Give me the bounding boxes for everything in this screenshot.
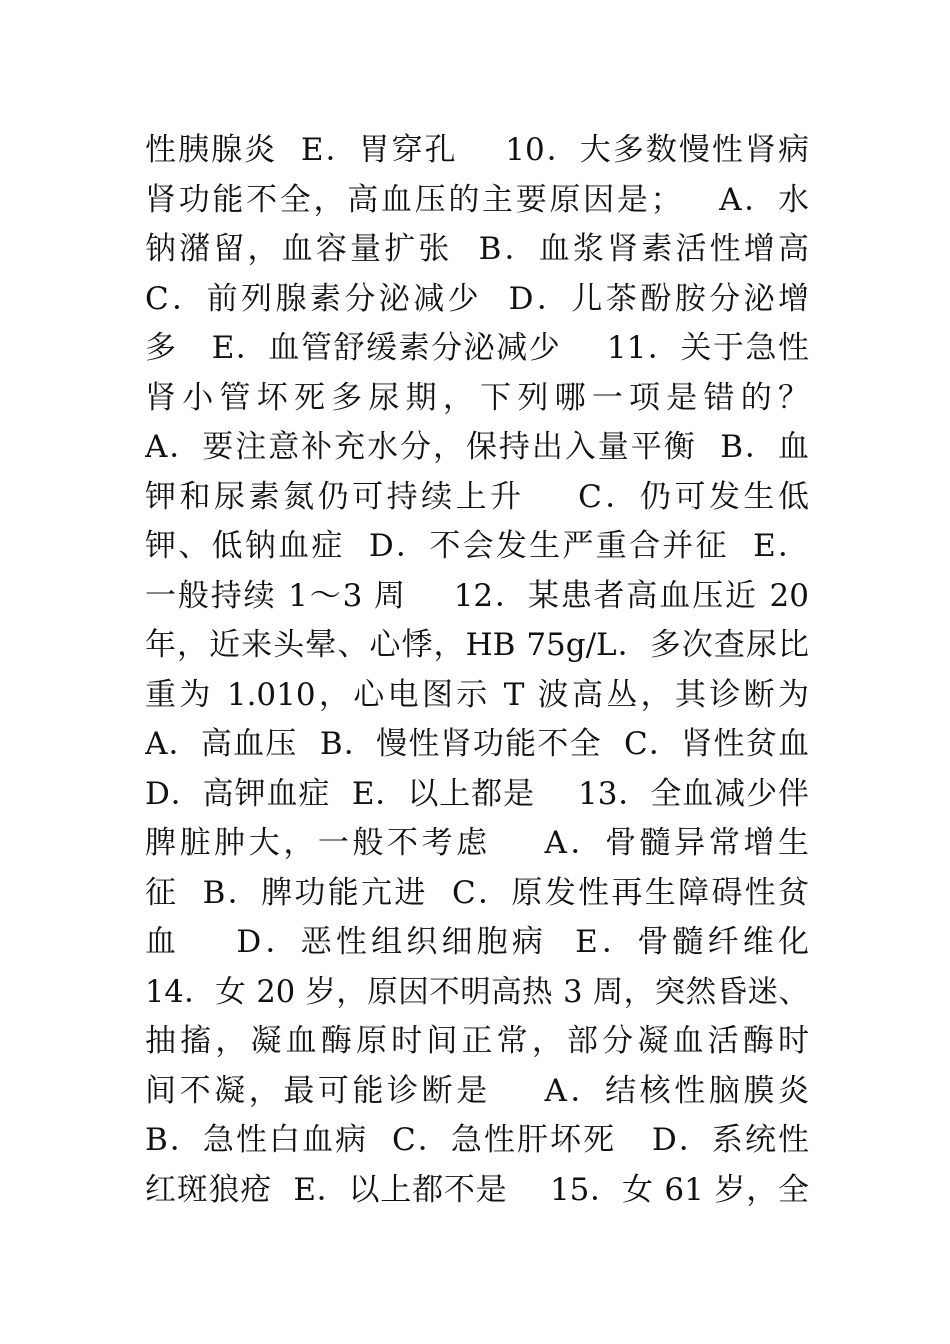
text-line: 多 E．血管舒缓素分泌减少 11．关于急性 xyxy=(145,330,809,366)
text-line: 钠潴留，血容量扩张 B．血浆肾素活性增高 xyxy=(145,231,809,267)
text-line: 征 B．脾功能亢进 C．原发性再生障碍性贫 xyxy=(145,874,809,911)
text-line: 肾功能不全，高血压的主要原因是； A．水 xyxy=(145,181,809,218)
text-line: 14．女 20 岁，原因不明高热 3 周，突然昏迷、 xyxy=(145,974,809,1010)
text-line: 性胰腺炎 E．胃穿孔 10．大多数慢性肾病 xyxy=(145,132,809,168)
text-line: 红斑狼疮 E．以上都不是 15．女 61 岁，全 xyxy=(145,1171,809,1208)
text-line: 肾小管坏死多尿期，下列哪一项是错的？ xyxy=(145,379,809,416)
text-line: A．要注意补充水分，保持出入量平衡 B．血 xyxy=(145,429,809,465)
text-line: 血 D．恶性组织细胞病 E．骨髓纤维化 xyxy=(145,924,809,960)
text-line: 一般持续 1～3 周 12．某患者高血压近 20 xyxy=(145,577,809,614)
text-line: 间不凝，最可能诊断是 A．结核性脑膜炎 xyxy=(145,1072,809,1109)
text-line: 年，近来头晕、心悸，HB 75g/L．多次查尿比 xyxy=(145,627,809,663)
body-text xyxy=(145,126,809,1215)
text-line: 重为 1.010，心电图示 T 波高丛，其诊断为 xyxy=(145,676,809,713)
text-line: C．前列腺素分泌减少 D．儿茶酚胺分泌增 xyxy=(145,280,809,317)
text-line: 抽搐，凝血酶原时间正常，部分凝血活酶时 xyxy=(145,1023,809,1059)
text-line: 钾、低钠血症 D．不会发生严重合并征 E． xyxy=(145,528,809,564)
text-line: 脾脏肿大，一般不考虑 A．骨髓异常增生 xyxy=(145,825,809,861)
text-line: B．急性白血病 C．急性肝坏死 D．系统性 xyxy=(145,1122,809,1158)
text-line: D．高钾血症 E．以上都是 13．全血减少伴 xyxy=(145,775,809,812)
text-line: 钾和尿素氮仍可持续上升 C．仍可发生低 xyxy=(145,478,809,515)
text-line: A．高血压 B．慢性肾功能不全 C．肾性贫血 xyxy=(145,726,809,762)
